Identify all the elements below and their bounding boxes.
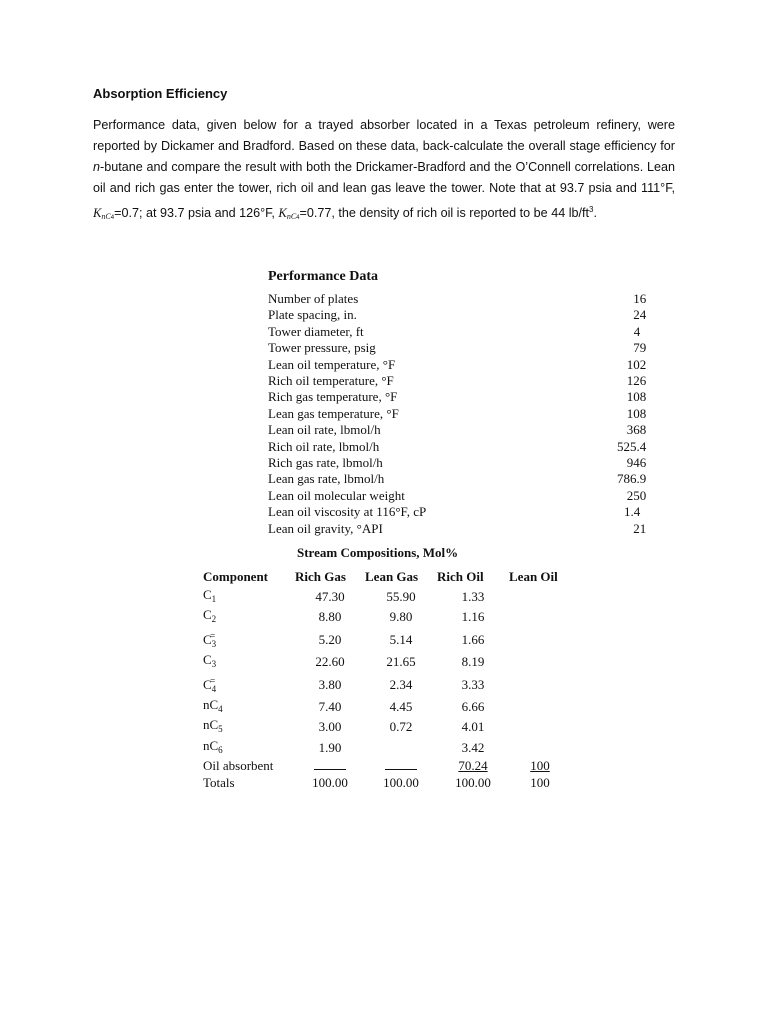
totals-value: 100.00 — [455, 774, 491, 790]
perf-value: 786.9 — [616, 471, 647, 487]
empty-cell — [509, 628, 571, 652]
component-base: Oil absorbent — [203, 758, 274, 774]
cell-text: 0.72 — [389, 719, 413, 735]
blank-underline — [295, 758, 365, 774]
table-row — [268, 357, 646, 373]
para-text-4: =0.77, the density of rich oil is reported to be 44 lb/ft — [299, 206, 589, 221]
cell-text: 7.40 — [318, 699, 342, 715]
perf-value: 946 — [626, 455, 647, 471]
header-rich-oil: Rich Oil — [437, 569, 484, 584]
perf-label: Lean oil gravity, °API — [268, 520, 383, 536]
table-row — [203, 587, 571, 607]
cell-text: 3.42 — [461, 739, 485, 755]
performance-table — [268, 291, 646, 537]
perf-value: 126 — [626, 373, 647, 389]
cell-value — [437, 628, 509, 652]
component-name — [203, 607, 295, 627]
cell-value — [437, 717, 509, 737]
cell-value — [437, 738, 509, 758]
component-name — [203, 652, 295, 672]
table-row — [268, 455, 646, 471]
empty-cell — [509, 587, 571, 607]
component-base: C — [203, 587, 212, 602]
perf-label: Rich gas temperature, °F — [268, 389, 398, 405]
performance-title: Performance Data — [268, 269, 379, 284]
para-text-3: =0.7; at 93.7 psia and 126°F, — [114, 206, 279, 221]
totals-value: 100.00 — [312, 774, 348, 790]
perf-value: 79 — [633, 340, 647, 356]
table-row — [268, 291, 646, 307]
perf-label: Lean oil temperature, °F — [268, 356, 396, 372]
table-row — [268, 504, 646, 520]
perf-label: Lean oil viscosity at 116°F, cP — [268, 504, 427, 520]
blank-underline — [365, 758, 437, 774]
table-row — [268, 521, 646, 537]
component-subscript: 3 — [211, 638, 217, 649]
table-row — [203, 758, 571, 774]
cell-text: 47.30 — [315, 589, 345, 604]
problem-paragraph — [93, 115, 675, 229]
cell-value — [365, 607, 437, 627]
perf-value: 1.4 — [623, 504, 641, 520]
cell-value — [365, 673, 437, 697]
perf-value: 24 — [633, 307, 647, 323]
perf-value: 21 — [633, 520, 647, 536]
perf-value: 525.4 — [616, 438, 647, 454]
cell-value — [365, 697, 437, 717]
component-subscript: 5 — [218, 724, 223, 735]
empty-cell — [365, 738, 437, 758]
empty-cell — [509, 717, 571, 737]
cell-value — [295, 587, 365, 607]
cell-value — [437, 673, 509, 697]
cell-text: 1.66 — [461, 631, 485, 647]
table-row — [268, 389, 646, 405]
perf-label: Rich oil temperature, °F — [268, 373, 394, 389]
cell-value — [437, 652, 509, 672]
cell-value — [437, 697, 509, 717]
cell-value — [437, 607, 509, 627]
cell-text: 100 — [530, 758, 550, 774]
totals-value: 100 — [530, 774, 550, 790]
para-n-italic: n — [93, 160, 101, 174]
cell-text: 8.19 — [461, 654, 485, 670]
stream-compositions-table — [203, 567, 571, 791]
component-superscript: = — [210, 675, 216, 686]
component-subscript: 1 — [211, 594, 217, 604]
table-row — [203, 673, 571, 697]
cell-text: 21.65 — [386, 654, 416, 670]
para-text-5: . — [593, 206, 597, 221]
header-rich-gas: Rich Gas — [295, 569, 346, 584]
cell-text: 22.60 — [315, 654, 345, 670]
component-base: nC — [203, 697, 219, 713]
totals-row — [203, 775, 571, 791]
perf-value: 250 — [626, 487, 647, 503]
component-base: C — [203, 652, 212, 668]
cell-value — [295, 607, 365, 627]
table-row — [268, 488, 646, 504]
table-row — [268, 471, 646, 487]
component-name — [203, 738, 295, 758]
cell-value — [365, 717, 437, 737]
cell-text: 8.80 — [318, 609, 342, 625]
component-base: nC — [203, 737, 219, 753]
cell-value — [437, 587, 509, 607]
component-name — [203, 587, 295, 607]
cell-value — [437, 758, 509, 774]
component-name — [203, 697, 295, 717]
para-sup-3: 3 — [589, 205, 594, 214]
underline-mark — [314, 759, 346, 770]
table-row — [268, 406, 646, 422]
cell-value — [295, 717, 365, 737]
table-row — [203, 697, 571, 717]
component-base: C — [203, 631, 212, 647]
component-subscript: 2 — [211, 614, 217, 625]
table-row — [268, 307, 646, 323]
component-name — [203, 628, 295, 652]
component-superscript: = — [210, 630, 216, 641]
cell-value — [295, 652, 365, 672]
cell-value — [365, 652, 437, 672]
cell-text: 1.90 — [318, 739, 342, 755]
para-text-1: Performance data, given below for a trayed absorber located in a Texas petroleum refinery, were reported by Dickamer and Bradford. Based on these data, back-calculate the overall stage efficiency for — [93, 118, 675, 153]
table-row — [268, 439, 646, 455]
cell-value — [295, 628, 365, 652]
header-component: Component — [203, 569, 269, 584]
empty-cell — [509, 673, 571, 697]
k-sub-1: nC — [101, 212, 111, 222]
table-row — [203, 652, 571, 672]
k-symbol-1: K — [93, 206, 102, 221]
table-row — [268, 324, 646, 340]
component-subscript: 6 — [218, 744, 223, 755]
cell-text: 70.24 — [458, 758, 488, 774]
perf-label: Tower diameter, ft — [268, 323, 364, 339]
table-row — [203, 717, 571, 737]
component-name — [203, 758, 295, 774]
component-base: C — [203, 607, 212, 623]
empty-cell — [509, 697, 571, 717]
cell-text: 5.20 — [318, 631, 342, 647]
cell-text: 3.80 — [318, 676, 342, 692]
component-base: nC — [203, 717, 219, 733]
totals-value: 100.00 — [383, 774, 419, 790]
empty-cell — [509, 652, 571, 672]
perf-label: Rich gas rate, lbmol/h — [268, 455, 383, 471]
underline-mark — [385, 759, 417, 770]
k-symbol-2: K — [278, 206, 287, 221]
cell-text: 2.34 — [389, 676, 413, 692]
cell-text: 4.45 — [389, 699, 413, 715]
cell-text: 1.16 — [461, 609, 485, 625]
component-subscript: 3 — [211, 659, 217, 670]
component-base: C — [203, 676, 212, 692]
header-lean-oil: Lean Oil — [509, 569, 558, 584]
empty-cell — [509, 738, 571, 758]
cell-value — [365, 587, 437, 607]
perf-value: 108 — [626, 405, 647, 421]
component-name — [203, 673, 295, 697]
cell-value — [365, 628, 437, 652]
totals-label: Totals — [203, 774, 235, 790]
cell-text: 3.33 — [461, 676, 485, 692]
component-subscript: 4 — [211, 683, 217, 694]
perf-value: 16 — [633, 291, 647, 306]
component-subscript: 4 — [218, 704, 223, 715]
perf-label: Lean oil molecular weight — [268, 487, 405, 503]
cell-text: 9.80 — [389, 609, 413, 625]
cell-text: 1.33 — [461, 589, 485, 604]
cell-text: 6.66 — [461, 699, 485, 715]
perf-value: 368 — [626, 422, 647, 438]
cell-text: 3.00 — [318, 719, 342, 735]
table-row — [203, 628, 571, 652]
table-header-row — [203, 567, 571, 587]
stream-compositions-title: Stream Compositions, Mol% — [297, 545, 459, 560]
perf-label: Tower pressure, psig — [268, 340, 376, 356]
table-row — [268, 422, 646, 438]
perf-label: Plate spacing, in. — [268, 307, 357, 323]
cell-text: 55.90 — [386, 589, 416, 604]
perf-value: 4 — [633, 323, 641, 339]
cell-text: 4.01 — [461, 719, 485, 735]
perf-label: Rich oil rate, lbmol/h — [268, 438, 380, 454]
table-row — [203, 607, 571, 627]
k-subsub-2: 4 — [296, 215, 300, 222]
perf-label: Lean gas temperature, °F — [268, 405, 399, 421]
table-row — [268, 340, 646, 356]
table-row — [268, 373, 646, 389]
perf-label: Lean gas rate, lbmol/h — [268, 471, 385, 487]
cell-value — [295, 738, 365, 758]
cell-value — [295, 697, 365, 717]
header-lean-gas: Lean Gas — [365, 569, 419, 584]
para-text-2: -butane and compare the result with both the Drickamer-Bradford and the O’Connell correlations. Lean oil and rich gas enter the tower, rich oil and lean gas leave the tower. Note that at 93.7 psia and 111°F, — [93, 160, 675, 195]
perf-label: Lean oil rate, lbmol/h — [268, 422, 381, 438]
k-sub-2: nC — [286, 212, 297, 222]
perf-value: 102 — [626, 356, 647, 372]
cell-value — [509, 758, 571, 774]
cell-value — [295, 673, 365, 697]
cell-text: 5.14 — [389, 631, 413, 647]
perf-value: 108 — [626, 389, 647, 405]
table-row — [203, 738, 571, 758]
k-subsub-1: 4 — [110, 215, 115, 222]
empty-cell — [509, 607, 571, 627]
perf-label: Number of plates — [268, 291, 359, 306]
heading: Absorption Efficiency — [93, 86, 228, 101]
component-name — [203, 717, 295, 737]
